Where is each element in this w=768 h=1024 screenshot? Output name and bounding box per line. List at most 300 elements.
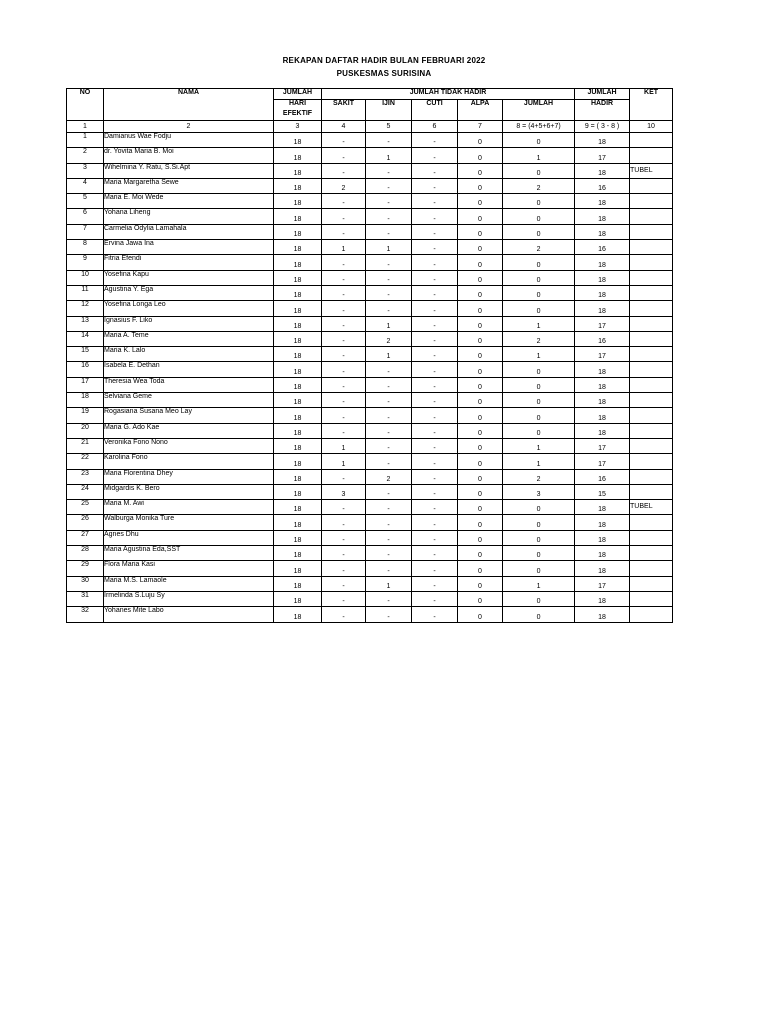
cell-jumlah-hadir: 17 <box>575 148 630 163</box>
cell-nama: Ignasius F. Liko <box>104 316 274 331</box>
cell-hari-efektif: 18 <box>274 454 322 469</box>
cell-jumlah: 1 <box>503 347 575 362</box>
cell-sakit: - <box>322 301 366 316</box>
cell-jumlah-hadir: 18 <box>575 393 630 408</box>
cell-jumlah: 0 <box>503 163 575 178</box>
cell-nama: dr. Yovita Maria B. Moi <box>104 148 274 163</box>
cell-jumlah: 0 <box>503 301 575 316</box>
column-index: 6 <box>412 121 458 133</box>
cell-hari-efektif: 18 <box>274 561 322 576</box>
cell-cuti: - <box>412 301 458 316</box>
cell-jumlah-hadir: 18 <box>575 362 630 377</box>
cell-alpa: 0 <box>458 515 503 530</box>
cell-ijin: - <box>366 408 412 423</box>
cell-jumlah-hadir: 18 <box>575 530 630 545</box>
cell-no: 18 <box>67 393 104 408</box>
cell-ijin: - <box>366 209 412 224</box>
cell-hari-efektif: 18 <box>274 423 322 438</box>
cell-sakit: - <box>322 377 366 392</box>
cell-alpa: 0 <box>458 301 503 316</box>
cell-alpa: 0 <box>458 331 503 346</box>
cell-no: 26 <box>67 515 104 530</box>
column-index: 8 = (4+5+6+7) <box>503 121 575 133</box>
column-index-row <box>67 121 673 133</box>
cell-nama: Karolina Fono <box>104 454 274 469</box>
cell-jumlah-hadir: 18 <box>575 561 630 576</box>
cell-cuti: - <box>412 285 458 300</box>
cell-jumlah: 1 <box>503 454 575 469</box>
table-row <box>67 285 673 300</box>
header-sakit: SAKIT <box>322 100 366 121</box>
cell-no: 9 <box>67 255 104 270</box>
cell-jumlah-hadir: 17 <box>575 438 630 453</box>
table-row <box>67 194 673 209</box>
cell-hari-efektif: 18 <box>274 331 322 346</box>
cell-jumlah: 0 <box>503 515 575 530</box>
cell-hari-efektif: 18 <box>274 255 322 270</box>
cell-ket <box>630 301 673 316</box>
cell-no: 19 <box>67 408 104 423</box>
cell-cuti: - <box>412 484 458 499</box>
cell-jumlah: 0 <box>503 133 575 148</box>
cell-no: 23 <box>67 469 104 484</box>
cell-ket <box>630 148 673 163</box>
cell-ijin: - <box>366 530 412 545</box>
cell-ijin: 1 <box>366 316 412 331</box>
cell-ket <box>630 561 673 576</box>
cell-ijin: - <box>366 454 412 469</box>
cell-nama: Maria Florentina Dhey <box>104 469 274 484</box>
cell-sakit: - <box>322 163 366 178</box>
cell-jumlah-hadir: 18 <box>575 224 630 239</box>
cell-alpa: 0 <box>458 408 503 423</box>
cell-sakit: - <box>322 591 366 606</box>
cell-sakit: - <box>322 331 366 346</box>
cell-ijin: 2 <box>366 469 412 484</box>
table-row <box>67 423 673 438</box>
cell-alpa: 0 <box>458 362 503 377</box>
table-row <box>67 469 673 484</box>
cell-jumlah: 2 <box>503 240 575 255</box>
cell-no: 25 <box>67 500 104 515</box>
cell-ket <box>630 362 673 377</box>
header-ket: KET <box>630 89 673 121</box>
cell-jumlah: 0 <box>503 591 575 606</box>
cell-ijin: - <box>366 591 412 606</box>
document-title <box>0 54 768 80</box>
cell-alpa: 0 <box>458 423 503 438</box>
cell-no: 3 <box>67 163 104 178</box>
cell-cuti: - <box>412 331 458 346</box>
cell-ijin: - <box>366 224 412 239</box>
cell-no: 16 <box>67 362 104 377</box>
table-row <box>67 561 673 576</box>
cell-jumlah: 0 <box>503 209 575 224</box>
cell-sakit: - <box>322 469 366 484</box>
cell-alpa: 0 <box>458 347 503 362</box>
cell-cuti: - <box>412 454 458 469</box>
table-row <box>67 331 673 346</box>
cell-nama: Maria M.S. Lamaole <box>104 576 274 591</box>
cell-nama: Maria A. Teme <box>104 331 274 346</box>
cell-ijin: 1 <box>366 347 412 362</box>
cell-sakit: - <box>322 500 366 515</box>
cell-jumlah-hadir: 16 <box>575 469 630 484</box>
cell-jumlah-hadir: 18 <box>575 500 630 515</box>
cell-nama: Agustina Y. Ega <box>104 285 274 300</box>
cell-jumlah-hadir: 16 <box>575 240 630 255</box>
cell-no: 32 <box>67 607 104 622</box>
cell-jumlah: 0 <box>503 393 575 408</box>
cell-no: 10 <box>67 270 104 285</box>
cell-hari-efektif: 18 <box>274 240 322 255</box>
cell-nama: Irmelinda S.Luju Sy <box>104 591 274 606</box>
cell-no: 12 <box>67 301 104 316</box>
cell-jumlah: 1 <box>503 438 575 453</box>
cell-cuti: - <box>412 546 458 561</box>
cell-ket <box>630 530 673 545</box>
table-row <box>67 163 673 178</box>
cell-nama: Isabela E. Dethan <box>104 362 274 377</box>
cell-nama: Maria K. Lalo <box>104 347 274 362</box>
cell-hari-efektif: 18 <box>274 362 322 377</box>
cell-jumlah-hadir: 18 <box>575 423 630 438</box>
cell-cuti: - <box>412 240 458 255</box>
table-row <box>67 546 673 561</box>
cell-sakit: - <box>322 224 366 239</box>
cell-ijin: - <box>366 546 412 561</box>
cell-jumlah: 0 <box>503 270 575 285</box>
cell-hari-efektif: 18 <box>274 163 322 178</box>
cell-nama: Rogasiana Susana Meo Lay <box>104 408 274 423</box>
cell-alpa: 0 <box>458 240 503 255</box>
cell-sakit: - <box>322 255 366 270</box>
cell-no: 5 <box>67 194 104 209</box>
cell-alpa: 0 <box>458 377 503 392</box>
cell-hari-efektif: 18 <box>274 347 322 362</box>
table-row <box>67 270 673 285</box>
attendance-rows <box>67 133 673 623</box>
cell-hari-efektif: 18 <box>274 270 322 285</box>
cell-jumlah-hadir: 18 <box>575 285 630 300</box>
cell-cuti: - <box>412 163 458 178</box>
cell-sakit: - <box>322 194 366 209</box>
table-row <box>67 255 673 270</box>
cell-jumlah-hadir: 17 <box>575 576 630 591</box>
cell-sakit: 3 <box>322 484 366 499</box>
cell-cuti: - <box>412 133 458 148</box>
cell-ket <box>630 209 673 224</box>
cell-nama: Walburga Monika Ture <box>104 515 274 530</box>
cell-no: 6 <box>67 209 104 224</box>
cell-ijin: - <box>366 194 412 209</box>
cell-jumlah: 3 <box>503 484 575 499</box>
table-row <box>67 530 673 545</box>
cell-cuti: - <box>412 561 458 576</box>
cell-jumlah: 0 <box>503 500 575 515</box>
cell-alpa: 0 <box>458 316 503 331</box>
cell-sakit: - <box>322 546 366 561</box>
cell-no: 17 <box>67 377 104 392</box>
cell-jumlah: 2 <box>503 178 575 193</box>
table-row <box>67 484 673 499</box>
cell-jumlah: 0 <box>503 224 575 239</box>
column-index: 4 <box>322 121 366 133</box>
cell-nama: Wihelmina Y. Ratu, S.Si.Apt <box>104 163 274 178</box>
cell-ket <box>630 515 673 530</box>
cell-jumlah: 0 <box>503 408 575 423</box>
cell-ket <box>630 423 673 438</box>
cell-no: 30 <box>67 576 104 591</box>
table-row <box>67 500 673 515</box>
table-row <box>67 301 673 316</box>
table-row <box>67 316 673 331</box>
cell-sakit: 1 <box>322 454 366 469</box>
cell-cuti: - <box>412 347 458 362</box>
cell-cuti: - <box>412 377 458 392</box>
cell-no: 31 <box>67 591 104 606</box>
table-row <box>67 178 673 193</box>
cell-ket <box>630 240 673 255</box>
cell-nama: Maria G. Ado Kae <box>104 423 274 438</box>
cell-nama: Maria Margaretha Sewe <box>104 178 274 193</box>
cell-nama: Carmelia Odylia Lamahala <box>104 224 274 239</box>
cell-nama: Yosefina Longa Leo <box>104 301 274 316</box>
table-row <box>67 148 673 163</box>
cell-hari-efektif: 18 <box>274 546 322 561</box>
cell-nama: Fitria Efendi <box>104 255 274 270</box>
cell-hari-efektif: 18 <box>274 591 322 606</box>
cell-hari-efektif: 18 <box>274 607 322 622</box>
column-index: 5 <box>366 121 412 133</box>
cell-alpa: 0 <box>458 530 503 545</box>
cell-ijin: - <box>366 607 412 622</box>
cell-alpa: 0 <box>458 469 503 484</box>
cell-jumlah-hadir: 18 <box>575 270 630 285</box>
cell-ket <box>630 331 673 346</box>
cell-jumlah-hadir: 17 <box>575 316 630 331</box>
cell-ijin: - <box>366 423 412 438</box>
cell-alpa: 0 <box>458 454 503 469</box>
cell-nama: Yohanes Mite Labo <box>104 607 274 622</box>
cell-hari-efektif: 18 <box>274 576 322 591</box>
cell-jumlah-hadir: 18 <box>575 591 630 606</box>
cell-hari-efektif: 18 <box>274 500 322 515</box>
cell-sakit: 1 <box>322 438 366 453</box>
cell-alpa: 0 <box>458 178 503 193</box>
cell-ket <box>630 576 673 591</box>
cell-cuti: - <box>412 209 458 224</box>
cell-alpa: 0 <box>458 591 503 606</box>
cell-ket <box>630 591 673 606</box>
cell-jumlah: 0 <box>503 530 575 545</box>
cell-hari-efektif: 18 <box>274 178 322 193</box>
cell-cuti: - <box>412 591 458 606</box>
cell-jumlah: 2 <box>503 331 575 346</box>
cell-no: 22 <box>67 454 104 469</box>
cell-sakit: - <box>322 347 366 362</box>
cell-cuti: - <box>412 438 458 453</box>
cell-cuti: - <box>412 362 458 377</box>
table-row <box>67 209 673 224</box>
cell-alpa: 0 <box>458 607 503 622</box>
cell-hari-efektif: 18 <box>274 469 322 484</box>
cell-no: 21 <box>67 438 104 453</box>
cell-ket <box>630 194 673 209</box>
cell-jumlah-hadir: 18 <box>575 133 630 148</box>
cell-ijin: - <box>366 561 412 576</box>
cell-alpa: 0 <box>458 546 503 561</box>
cell-hari-efektif: 18 <box>274 408 322 423</box>
cell-hari-efektif: 18 <box>274 209 322 224</box>
cell-no: 29 <box>67 561 104 576</box>
cell-jumlah-hadir: 18 <box>575 515 630 530</box>
header-jumlah-hari-2: HARI <box>274 100 322 111</box>
table-row <box>67 224 673 239</box>
cell-ket <box>630 178 673 193</box>
cell-sakit: - <box>322 561 366 576</box>
cell-jumlah-hadir: 18 <box>575 546 630 561</box>
table-row <box>67 408 673 423</box>
cell-alpa: 0 <box>458 224 503 239</box>
cell-sakit: - <box>322 576 366 591</box>
cell-sakit: - <box>322 209 366 224</box>
table-row <box>67 393 673 408</box>
header-jumlah-hadir-1: JUMLAH <box>575 89 630 100</box>
cell-no: 1 <box>67 133 104 148</box>
header-nama: NAMA <box>104 89 274 121</box>
header-jumlah-hadir-2: HADIR <box>575 100 630 121</box>
cell-alpa: 0 <box>458 438 503 453</box>
table-row <box>67 454 673 469</box>
table-row <box>67 591 673 606</box>
cell-hari-efektif: 18 <box>274 438 322 453</box>
cell-hari-efektif: 18 <box>274 301 322 316</box>
cell-nama: Agnes Dhu <box>104 530 274 545</box>
cell-jumlah: 0 <box>503 194 575 209</box>
cell-nama: Damianus Wae Fodju <box>104 133 274 148</box>
cell-ket <box>630 133 673 148</box>
cell-nama: Yohana Liheng <box>104 209 274 224</box>
table-row <box>67 438 673 453</box>
header-cuti: CUTI <box>412 100 458 121</box>
cell-sakit: - <box>322 423 366 438</box>
cell-ijin: - <box>366 178 412 193</box>
cell-ijin: - <box>366 438 412 453</box>
cell-ket <box>630 285 673 300</box>
cell-hari-efektif: 18 <box>274 377 322 392</box>
cell-ket <box>630 393 673 408</box>
cell-sakit: - <box>322 316 366 331</box>
cell-sakit: 2 <box>322 178 366 193</box>
cell-ket <box>630 255 673 270</box>
cell-jumlah: 0 <box>503 561 575 576</box>
attendance-table <box>66 88 673 623</box>
table-row <box>67 240 673 255</box>
cell-ijin: - <box>366 377 412 392</box>
cell-ijin: 1 <box>366 240 412 255</box>
cell-alpa: 0 <box>458 561 503 576</box>
cell-hari-efektif: 18 <box>274 316 322 331</box>
cell-ijin: 1 <box>366 576 412 591</box>
cell-sakit: - <box>322 285 366 300</box>
cell-jumlah: 0 <box>503 546 575 561</box>
cell-ijin: - <box>366 500 412 515</box>
cell-cuti: - <box>412 423 458 438</box>
cell-ijin: 2 <box>366 331 412 346</box>
cell-sakit: - <box>322 270 366 285</box>
table-row <box>67 362 673 377</box>
cell-jumlah: 1 <box>503 316 575 331</box>
cell-jumlah-hadir: 17 <box>575 347 630 362</box>
cell-ket <box>630 607 673 622</box>
title-line-1: REKAPAN DAFTAR HADIR BULAN FEBRUARI 2022 <box>282 56 486 65</box>
cell-jumlah-hadir: 16 <box>575 178 630 193</box>
cell-jumlah: 0 <box>503 607 575 622</box>
table-row <box>67 515 673 530</box>
cell-no: 7 <box>67 224 104 239</box>
cell-jumlah: 1 <box>503 576 575 591</box>
column-index: 10 <box>630 121 673 133</box>
cell-cuti: - <box>412 576 458 591</box>
cell-jumlah-hadir: 15 <box>575 484 630 499</box>
cell-jumlah: 0 <box>503 377 575 392</box>
cell-ket <box>630 270 673 285</box>
cell-hari-efektif: 18 <box>274 133 322 148</box>
cell-jumlah-hadir: 18 <box>575 163 630 178</box>
column-index: 9 = ( 3 - 8 ) <box>575 121 630 133</box>
cell-no: 8 <box>67 240 104 255</box>
table-row <box>67 576 673 591</box>
cell-alpa: 0 <box>458 393 503 408</box>
header-jumlah: JUMLAH <box>503 100 575 121</box>
cell-cuti: - <box>412 530 458 545</box>
cell-nama: Selviana Geme <box>104 393 274 408</box>
cell-no: 2 <box>67 148 104 163</box>
cell-sakit: - <box>322 148 366 163</box>
cell-cuti: - <box>412 607 458 622</box>
cell-ijin: - <box>366 362 412 377</box>
cell-nama: Flora Maria Kasi <box>104 561 274 576</box>
table-row <box>67 377 673 392</box>
cell-ijin: - <box>366 285 412 300</box>
cell-sakit: - <box>322 607 366 622</box>
cell-alpa: 0 <box>458 285 503 300</box>
cell-ijin: - <box>366 255 412 270</box>
cell-ket <box>630 484 673 499</box>
cell-ijin: - <box>366 515 412 530</box>
cell-ijin: - <box>366 484 412 499</box>
cell-ket: TUBEL <box>630 163 673 178</box>
cell-cuti: - <box>412 270 458 285</box>
cell-hari-efektif: 18 <box>274 530 322 545</box>
cell-nama: Veronika Fono Nono <box>104 438 274 453</box>
cell-sakit: - <box>322 408 366 423</box>
cell-ijin: - <box>366 393 412 408</box>
cell-ijin: - <box>366 301 412 316</box>
cell-alpa: 0 <box>458 500 503 515</box>
header-ijin: IJIN <box>366 100 412 121</box>
cell-nama: Theresia Wea Toda <box>104 377 274 392</box>
header-jumlah-hari-1: JUMLAH <box>274 89 322 100</box>
cell-jumlah-hadir: 18 <box>575 194 630 209</box>
cell-cuti: - <box>412 224 458 239</box>
cell-cuti: - <box>412 194 458 209</box>
cell-cuti: - <box>412 148 458 163</box>
column-index: 3 <box>274 121 322 133</box>
table-row <box>67 347 673 362</box>
cell-nama: Midgardis K. Bero <box>104 484 274 499</box>
